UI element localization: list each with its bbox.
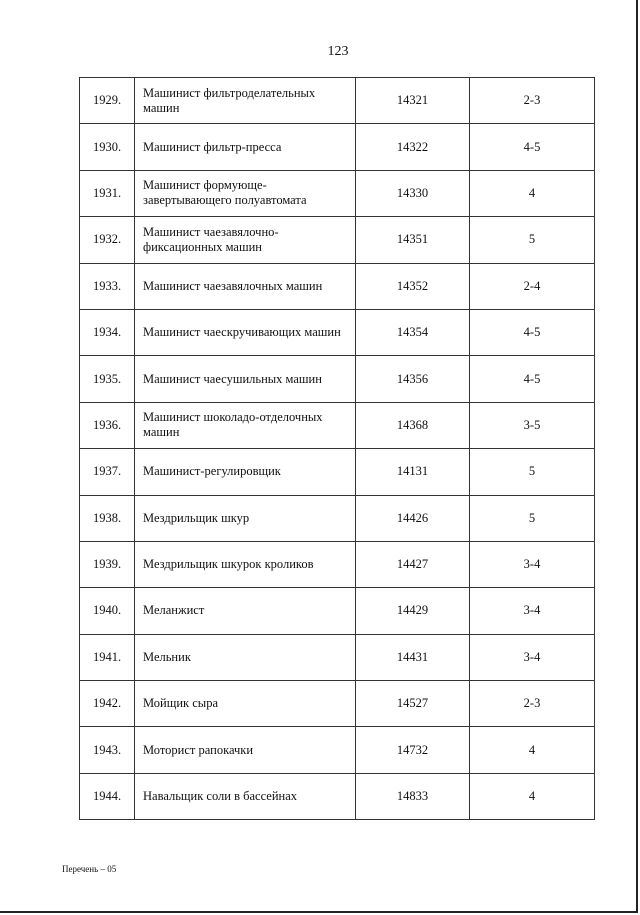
profession-code: 14330 xyxy=(356,170,470,216)
grade-range: 5 xyxy=(470,217,595,263)
profession-code: 14321 xyxy=(356,78,470,124)
row-number: 1942. xyxy=(80,681,135,727)
profession-table xyxy=(79,77,595,820)
row-number: 1943. xyxy=(80,727,135,773)
row-number: 1939. xyxy=(80,541,135,587)
profession-name: Машинист-регулировщик xyxy=(135,449,356,495)
table-row xyxy=(80,309,595,355)
table-row xyxy=(80,356,595,402)
row-number: 1931. xyxy=(80,170,135,216)
grade-range: 3-4 xyxy=(470,634,595,680)
profession-name: Машинист чаезавялочных машин xyxy=(135,263,356,309)
grade-range: 4 xyxy=(470,727,595,773)
table-row xyxy=(80,402,595,448)
row-number: 1930. xyxy=(80,124,135,170)
profession-name: Мельник xyxy=(135,634,356,680)
profession-code: 14356 xyxy=(356,356,470,402)
profession-code: 14368 xyxy=(356,402,470,448)
row-number: 1934. xyxy=(80,309,135,355)
table-body xyxy=(80,78,595,820)
profession-code: 14354 xyxy=(356,309,470,355)
profession-code: 14527 xyxy=(356,681,470,727)
profession-name: Мойщик сыра xyxy=(135,681,356,727)
grade-range: 4 xyxy=(470,773,595,819)
profession-code: 14833 xyxy=(356,773,470,819)
page-number: 123 xyxy=(327,44,349,59)
grade-range: 4-5 xyxy=(470,356,595,402)
row-number: 1937. xyxy=(80,449,135,495)
table-row xyxy=(80,773,595,819)
grade-range: 4-5 xyxy=(470,124,595,170)
grade-range: 3-4 xyxy=(470,588,595,634)
table-row xyxy=(80,78,595,124)
profession-name: Машинист чаескручивающих машин xyxy=(135,309,356,355)
table-row xyxy=(80,170,595,216)
table-row xyxy=(80,495,595,541)
profession-name: Машинист чаесушильных машин xyxy=(135,356,356,402)
table-row xyxy=(80,124,595,170)
row-number: 1935. xyxy=(80,356,135,402)
profession-name: Мездрильщик шкур xyxy=(135,495,356,541)
grade-range: 4 xyxy=(470,170,595,216)
grade-range: 2-4 xyxy=(470,263,595,309)
profession-code: 14131 xyxy=(356,449,470,495)
grade-range: 3-5 xyxy=(470,402,595,448)
profession-name: Машинист чаезавялочно-фиксационных машин xyxy=(135,217,356,263)
table-row xyxy=(80,634,595,680)
row-number: 1933. xyxy=(80,263,135,309)
grade-range: 4-5 xyxy=(470,309,595,355)
profession-code: 14322 xyxy=(356,124,470,170)
grade-range: 5 xyxy=(470,449,595,495)
table-row xyxy=(80,217,595,263)
grade-range: 3-4 xyxy=(470,541,595,587)
profession-name: Машинист формующе-завертывающего полуавтомата xyxy=(135,170,356,216)
profession-name: Навальщик соли в бассейнах xyxy=(135,773,356,819)
row-number: 1940. xyxy=(80,588,135,634)
table-row xyxy=(80,681,595,727)
profession-code: 14352 xyxy=(356,263,470,309)
row-number: 1936. xyxy=(80,402,135,448)
page-footer: Перечень – 05 xyxy=(62,864,117,874)
table-row xyxy=(80,449,595,495)
row-number: 1938. xyxy=(80,495,135,541)
row-number: 1944. xyxy=(80,773,135,819)
table-row xyxy=(80,263,595,309)
table-row xyxy=(80,588,595,634)
profession-name: Мездрильщик шкурок кроликов xyxy=(135,541,356,587)
profession-code: 14431 xyxy=(356,634,470,680)
row-number: 1932. xyxy=(80,217,135,263)
grade-range: 5 xyxy=(470,495,595,541)
profession-code: 14351 xyxy=(356,217,470,263)
profession-name: Машинист фильтроделательных машин xyxy=(135,78,356,124)
profession-code: 14426 xyxy=(356,495,470,541)
grade-range: 2-3 xyxy=(470,681,595,727)
grade-range: 2-3 xyxy=(470,78,595,124)
row-number: 1941. xyxy=(80,634,135,680)
profession-code: 14427 xyxy=(356,541,470,587)
profession-name: Моторист рапокачки xyxy=(135,727,356,773)
profession-name: Машинист шоколадо-отделочных машин xyxy=(135,402,356,448)
table-row xyxy=(80,727,595,773)
table-row xyxy=(80,541,595,587)
profession-code: 14429 xyxy=(356,588,470,634)
profession-name: Машинист фильтр-пресса xyxy=(135,124,356,170)
row-number: 1929. xyxy=(80,78,135,124)
profession-code: 14732 xyxy=(356,727,470,773)
profession-name: Меланжист xyxy=(135,588,356,634)
